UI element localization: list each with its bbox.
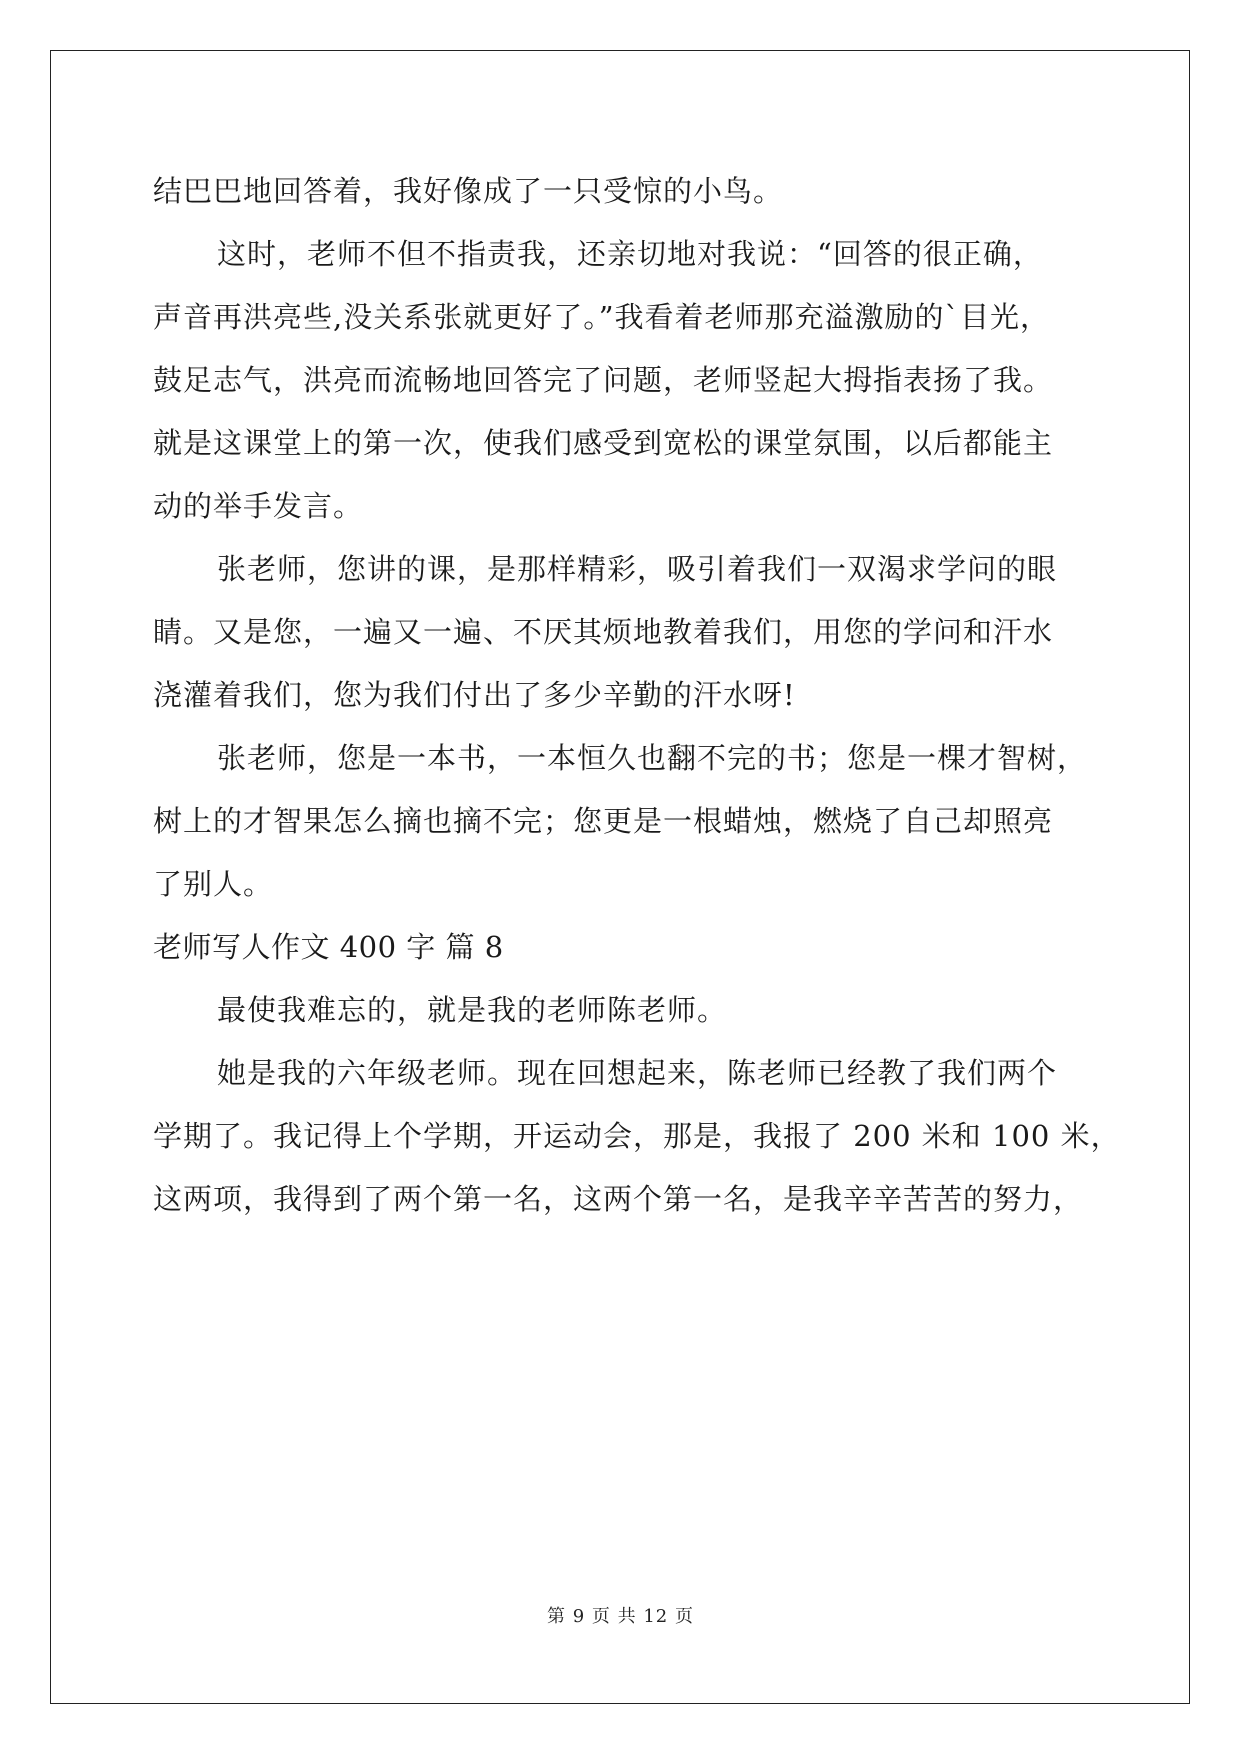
text-line: 就是这课堂上的第一次，使我们感受到宽松的课堂氛围，以后都能主 [153,426,1054,460]
text-line: 这两项，我得到了两个第一名，这两个第一名，是我辛辛苦苦的努力， [153,1182,1084,1216]
text-line: 声音再洪亮些,没关系张就更好了。”我看着老师那充溢激励的`目光， [153,300,1051,334]
document-body [153,160,1121,1231]
paragraph-start: 张老师，您是一本书，一本恒久也翻不完的书；您是一棵才智树， [217,741,1088,775]
text-line: 睛。又是您，一遍又一遍、不厌其烦地教着我们，用您的学问和汗水 [153,615,1054,649]
text-line: 树上的才智果怎么摘也摘不完；您更是一根蜡烛，燃烧了自己却照亮 [153,804,1054,838]
text-line: 学期了。我记得上个学期，开运动会，那是，我报了 200 米和 100 米， [153,1119,1121,1153]
page-number-footer: 第 9 页 共 12 页 [547,1606,694,1627]
text-line: 动的举手发言。 [153,489,364,523]
text-line: 了别人。 [153,867,274,901]
text-line: 结巴巴地回答着，我好像成了一只受惊的小鸟。 [153,174,784,208]
paragraph-start: 这时，老师不但不指责我，还亲切地对我说：“回答的很正确， [217,237,1043,271]
paragraph-start: 最使我难忘的，就是我的老师陈老师。 [217,993,728,1027]
text-line: 鼓足志气，洪亮而流畅地回答完了问题，老师竖起大拇指表扬了我。 [153,363,1054,397]
paragraph-start: 张老师，您讲的课，是那样精彩，吸引着我们一双渴求学问的眼 [217,552,1058,586]
section-heading: 老师写人作文 400 字 篇 8 [153,930,504,964]
text-line: 浇灌着我们，您为我们付出了多少辛勤的汗水呀! [153,678,796,712]
paragraph-start: 她是我的六年级老师。现在回想起来，陈老师已经教了我们两个 [217,1056,1058,1090]
